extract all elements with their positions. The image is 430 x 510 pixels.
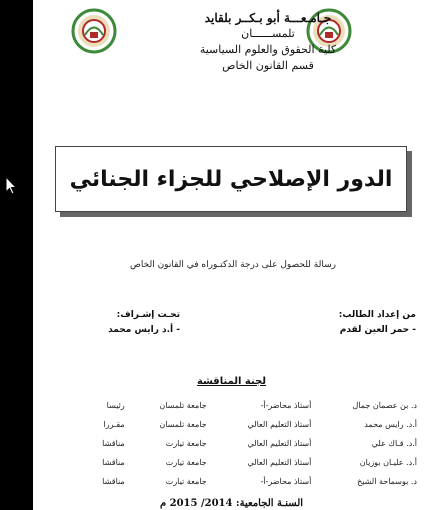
department-name: قسم القانون الخاص	[222, 59, 314, 72]
table-row	[83, 415, 423, 434]
member-name: د. بن عصمان جمال	[352, 401, 417, 410]
document-title: الدور الإصلاحي للجزاء الجنائي	[69, 166, 393, 192]
mouse-pointer-icon	[5, 176, 17, 196]
member-institution: جامعة تلمسان	[159, 401, 207, 410]
member-name: أ.د. عليـان بوزيان	[359, 458, 417, 467]
thesis-description: رسالة للحصول على درجة الدكتـوراه في القانون الخاص	[130, 260, 336, 270]
member-name: أ.د. قـاك علي	[371, 439, 417, 448]
table-row	[83, 472, 423, 491]
member-role: مناقشا	[102, 458, 125, 467]
member-rank: أستاذ محاضر-أ-	[260, 401, 312, 410]
member-rank: أستاذ التعليم العالي	[247, 439, 312, 448]
faculty-name: كلية الحقوق والعلوم السياسية	[199, 43, 337, 56]
member-rank: أستاذ التعليم العالي	[247, 420, 312, 429]
university-seal-icon	[71, 8, 117, 54]
member-role: رئيسا	[106, 401, 125, 410]
member-role: مناقشا	[102, 439, 125, 448]
committee-table	[83, 396, 423, 491]
committee-title: لجنة المناقشة	[196, 376, 267, 387]
member-role: مناقشا	[102, 477, 125, 486]
member-role: مقـررا	[103, 420, 125, 429]
member-institution: جامعة تيارت	[165, 477, 207, 486]
document-page	[33, 0, 430, 510]
member-institution: جامعة تيارت	[165, 439, 207, 448]
student-name: - حمر العين لقدم	[339, 325, 416, 335]
table-row	[83, 434, 423, 453]
member-institution: جامعة تلمسان	[159, 420, 207, 429]
student-block	[266, 310, 416, 335]
supervisor-label: تحـت إشـراف:	[116, 310, 180, 320]
title-frame	[55, 146, 407, 212]
university-name: جـامـعـــة أبو بـكــر بلقايد	[204, 11, 332, 25]
table-row	[83, 396, 423, 415]
institution-header	[143, 10, 393, 74]
member-rank: أستاذ التعليم العالي	[247, 458, 312, 467]
supervisor-name: - أ.د رايس محمد	[108, 325, 180, 335]
supervisor-block	[80, 310, 180, 335]
member-name: د. بوسماحة الشيخ	[357, 477, 417, 486]
table-row	[83, 453, 423, 472]
member-institution: جامعة تيارت	[165, 458, 207, 467]
member-name: أ.د. رايس محمد	[364, 420, 417, 429]
member-rank: أستاذ محاضر-أ-	[260, 477, 312, 486]
academic-year: السنـة الجامعية: 2014/ 2015 م	[159, 498, 304, 509]
city-name: تلمســــــان	[241, 27, 295, 40]
student-label: من إعداد الطالب:	[338, 310, 416, 320]
